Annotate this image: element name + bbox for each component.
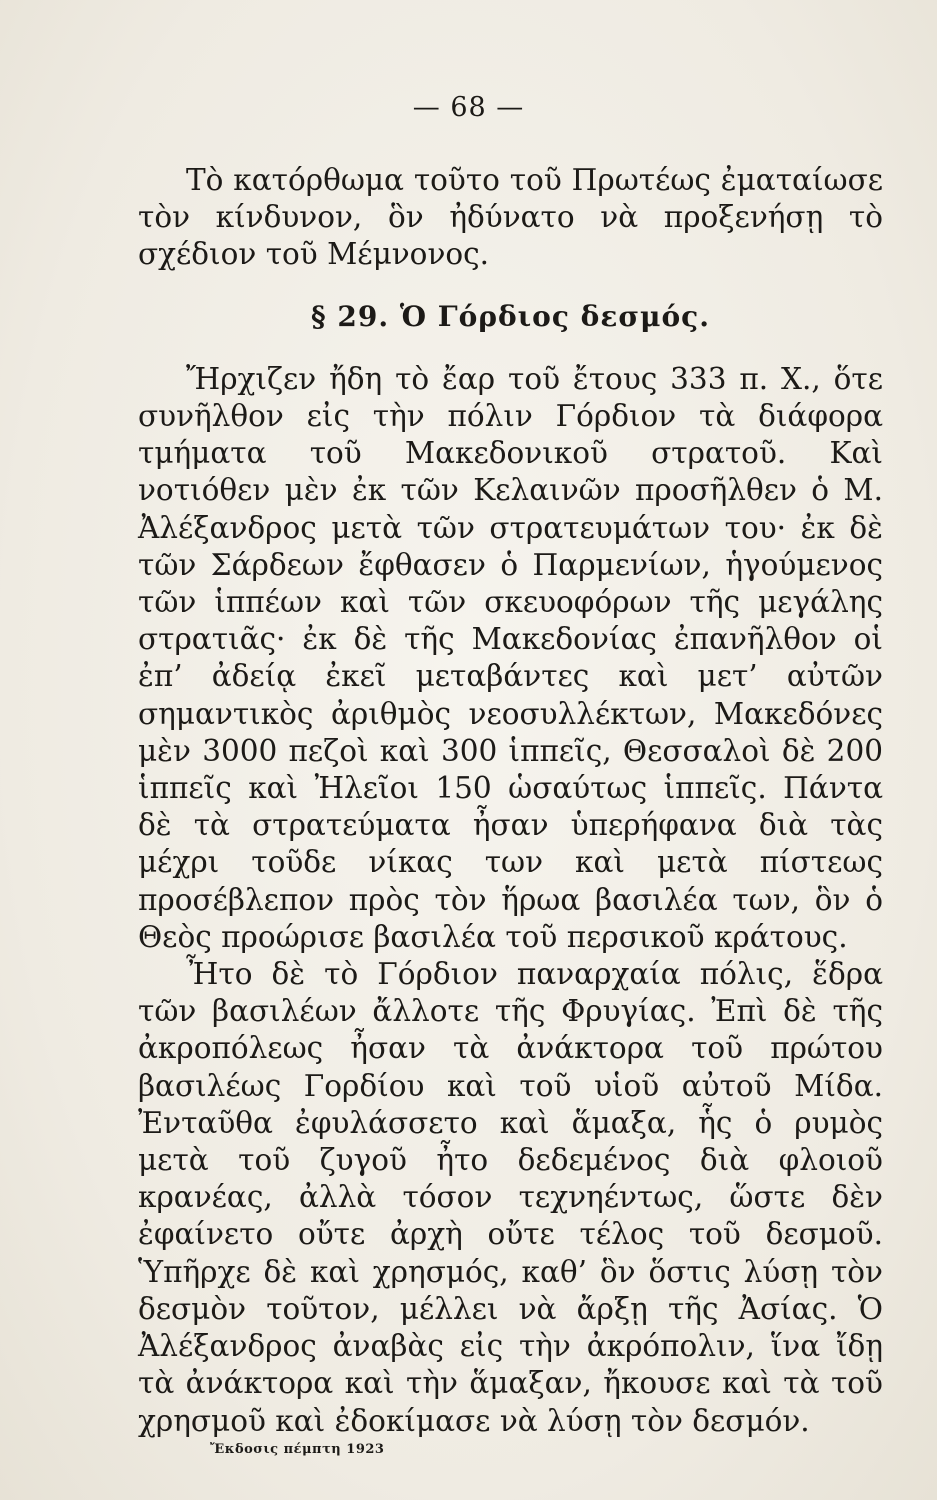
body-text <box>138 162 883 1440</box>
paragraph-section-2: Ἦτο δὲ τὸ Γόρδιον παναρχαία πόλις, ἕδρα τῶν βασιλέων ἄλλοτε τῆς Φρυγίας. Ἐπὶ δὲ τῆς ἀκροπόλεως ἦσαν τὰ ἀνάκτορα τοῦ πρώτου βασιλέως Γορδίου καὶ τοῦ υἱοῦ αὐτοῦ Μίδα. Ἐνταῦθα ἐφυλάσσετο καὶ ἅμαξα, ἧς ὁ ρυμὸς μετὰ τοῦ ζυγοῦ ἦτο δεδεμένος διὰ φλοιοῦ κρανέας, ἀλλὰ τόσον τεχνηέντως, ὥστε δὲν ἐφαίνετο οὔτε ἀρχὴ οὔτε τέλος τοῦ δεσμοῦ. Ὑπῆρχε δὲ καὶ χρησμός, καθ’ ὃν ὅστις λύσῃ τὸν δεσμὸν τοῦτον, μέλλει νὰ ἄρξῃ τῆς Ἀσίας. Ὁ Ἀλέξανδρος ἀναβὰς εἰς τὴν ἀκρόπολιν, ἵνα ἴδῃ τὰ ἀνάκτορα καὶ τὴν ἅμαξαν, ἤκουσε καὶ τὰ τοῦ χρησμοῦ καὶ ἐδοκίμασε νὰ λύσῃ τὸν δεσμόν. <box>138 957 883 1438</box>
edition-note: Ἔκδοσις πέμπτη 1923 <box>210 1442 385 1457</box>
paragraph-section-1: Ἤρχιζεν ἤδη τὸ ἔαρ τοῦ ἔτους 333 π. Χ., ὅτε συνῆλθον εἰς τὴν πόλιν Γόρδιον τὰ διάφορα τμήματα τοῦ Μακεδονικοῦ στρατοῦ. Καὶ νοτιόθεν μὲν ἐκ τῶν Κελαινῶν προσῆλθεν ὁ Μ. Ἀλέξανδρος μετὰ τῶν στρατευμάτων του· ἐκ δὲ τῶν Σάρδεων ἔφθασεν ὁ Παρμενίων, ἡγούμενος τῶν ἱππέων καὶ τῶν σκευοφόρων τῆς μεγάλης στρατιᾶς· ἐκ δὲ τῆς Μακεδονίας ἐπανῆλθον οἱ ἐπ’ ἀδείᾳ ἐκεῖ μεταβάντες καὶ μετ’ αὐτῶν σημαντικὸς ἀριθμὸς νεοσυλλέκτων, Μακεδόνες μὲν 3000 πεζοὶ καὶ 300 ἱππεῖς, Θεσσαλοὶ δὲ 200 ἱππεῖς καὶ Ἠλεῖοι 150 ὡσαύτως ἱππεῖς. Πάντα δὲ τὰ στρατεύματα ἦσαν ὑπερήφανα διὰ τὰς μέχρι τοῦδε νίκας των καὶ μετὰ πίστεως προσέβλεπον πρὸς τὸν ἥρωα βασιλέα των, ὃν ὁ Θεὸς προώρισε βασιλέα τοῦ περσικοῦ κράτους. <box>138 361 883 954</box>
section-heading: § 29. Ὁ Γόρδιος δεσμός. <box>311 299 710 333</box>
page-number: — 68 — <box>412 92 525 123</box>
paragraph-intro: Τὸ κατόρθωμα τοῦτο τοῦ Πρωτέως ἐματαίωσε τὸν κίνδυνον, ὃν ἠδύνατο νὰ προξενήσῃ τὸ σχέδιον τοῦ Μέμνονος. <box>138 163 883 272</box>
